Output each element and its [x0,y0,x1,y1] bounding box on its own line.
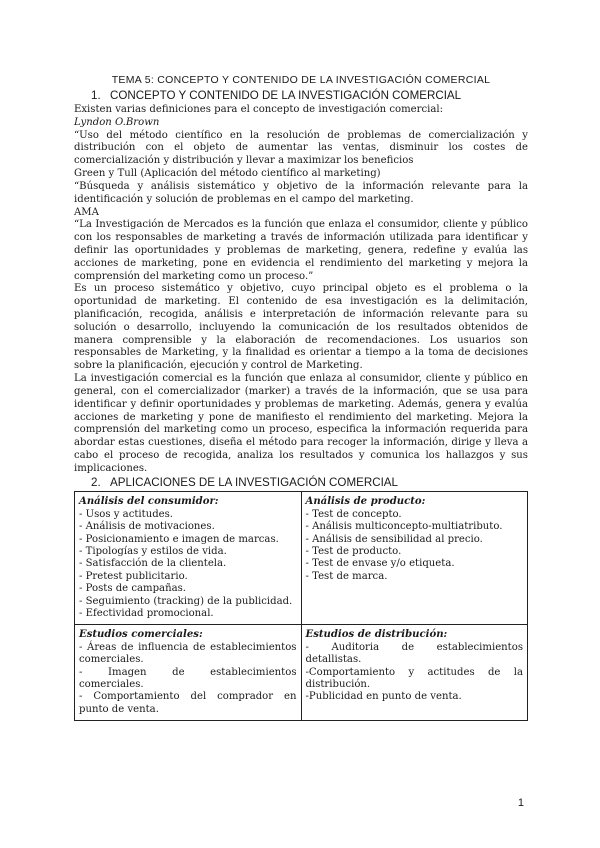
list-item: - Efectividad promocional. [79,607,214,619]
list-item: - Posts de campañas. [79,583,186,595]
list-item: - Test de marca. [305,570,388,582]
document-page [74,74,528,721]
page-number: 1 [517,797,524,809]
section-1-number: 1. [91,89,101,103]
definition-1-author: Lyndon O.Brown [74,116,160,128]
list-item: - Satisfacción de la clientela. [79,558,227,570]
list-item: - Usos y actitudes. [79,508,174,520]
list-item: - Imagen de establecimientos comerciales. [79,666,297,691]
section-1-title: CONCEPTO Y CONTENIDO DE LA INVESTIGACIÓN COMERCIAL [110,89,462,103]
list-item: -Comportamiento y actitudes de la distribución. [305,666,523,691]
paragraph-1: Es un proceso sistemático y objetivo, cuyo principal objeto es el problema o la oportunidad de marketing. El contenido de esa investigación es la delimitación, planificación, recogida, análisis e interpretación de información relevante para su solución o desarrollo, incluyendo la comunicación de los resultados obtenidos de manera comprensible y la elaboración de recomendaciones. Los usuarios son responsables de Marketing, y la finalidad es orientar a tiempo a la toma de decisiones sobre la planificación, ejecución y control de Marketing. [74,283,528,372]
definition-2-author: Green y Tull (Aplicación del método científico al marketing) [74,168,381,180]
section-2-title: APLICACIONES DE LA INVESTIGACIÓN COMERCIAL [110,475,398,489]
definition-3-text: “La Investigación de Mercados es la función que enlaza el consumidor, cliente y público con los responsables de marketing a través de información utilizada para identificar y definir las oportunidades y problemas de marketing, genera, redefine y evalúa las acciones de marketing, pone en evidencia el rendimiento del marketing y mejora la comprensión del marketing como un proceso.” [74,219,528,282]
list-item: - Análisis de sensibilidad al precio. [305,533,483,545]
definition-1-text: “Uso del método científico en la resolución de problemas de comercialización y distribución con el objeto de aumentar las ventas, disminuir los costes de comercialización y distribución y llevar a maximizar los beneficios [74,129,528,167]
list-item: - Seguimiento (tracking) de la publicidad. [79,595,293,607]
list-item: - Test de concepto. [305,508,402,520]
cell-title: Estudios comerciales: [79,629,203,641]
list-item: - Tipologías y estilos de vida. [79,545,227,557]
commercial-studies-cell [75,625,302,721]
document-title: TEMA 5: CONCEPTO Y CONTENIDO DE LA INVESTIGACIÓN COMERCIAL [111,74,491,86]
section-1-heading [74,89,528,104]
list-item: - Auditoria de establecimientos detallistas. [305,641,523,666]
list-item: - Análisis de motivaciones. [79,521,215,533]
section-2-number: 2. [91,475,101,489]
intro-text: Existen varias definiciones para el concepto de investigación comercial: [74,104,443,116]
list-item: - Áreas de influencia de establecimientos comerciales. [79,641,297,666]
list-item: - Posicionamiento e imagen de marcas. [79,533,279,545]
definition-2-text: “Búsqueda y análisis sistemático y objetivo de la información relevante para la identificación y solución de problemas en el campo del marketing. [74,180,528,205]
list-item: - Análisis multiconcepto-multiatributo. [305,521,503,533]
cell-title: Estudios de distribución: [305,629,448,641]
list-item: -Publicidad en punto de venta. [305,691,462,703]
product-analysis-cell [301,492,528,625]
definition-3-author: AMA [74,206,99,218]
list-item: - Comportamiento del comprador en punto de venta. [79,691,297,715]
list-item: - Pretest publicitario. [79,570,188,582]
paragraph-2: La investigación comercial es la función que enlaza al consumidor, cliente y público en general, con el comercializador (marker) a través de la información, que se usa para identificar y definir oportunidades y problemas de marketing. Además, genera y evalúa acciones de marketing y pone de manifiesto el rendimiento del marketing. Mejora la comprensión del marketing como un proceso, especifica la información requerida para abordar estas cuestiones, diseña el método para recoger la información, dirige y lleva a cabo el proceso de recogida, analiza los resultados y comunica los hallazgos y sus implicaciones. [74,373,528,474]
cell-title: Análisis de producto: [305,496,426,508]
cell-title: Análisis del consumidor: [79,496,219,508]
list-item: - Test de producto. [305,545,402,557]
consumer-analysis-cell [75,492,302,625]
applications-table [74,491,528,721]
distribution-studies-cell [301,625,528,721]
list-item: - Test de envase y/o etiqueta. [305,558,455,570]
section-2-heading [74,476,528,491]
